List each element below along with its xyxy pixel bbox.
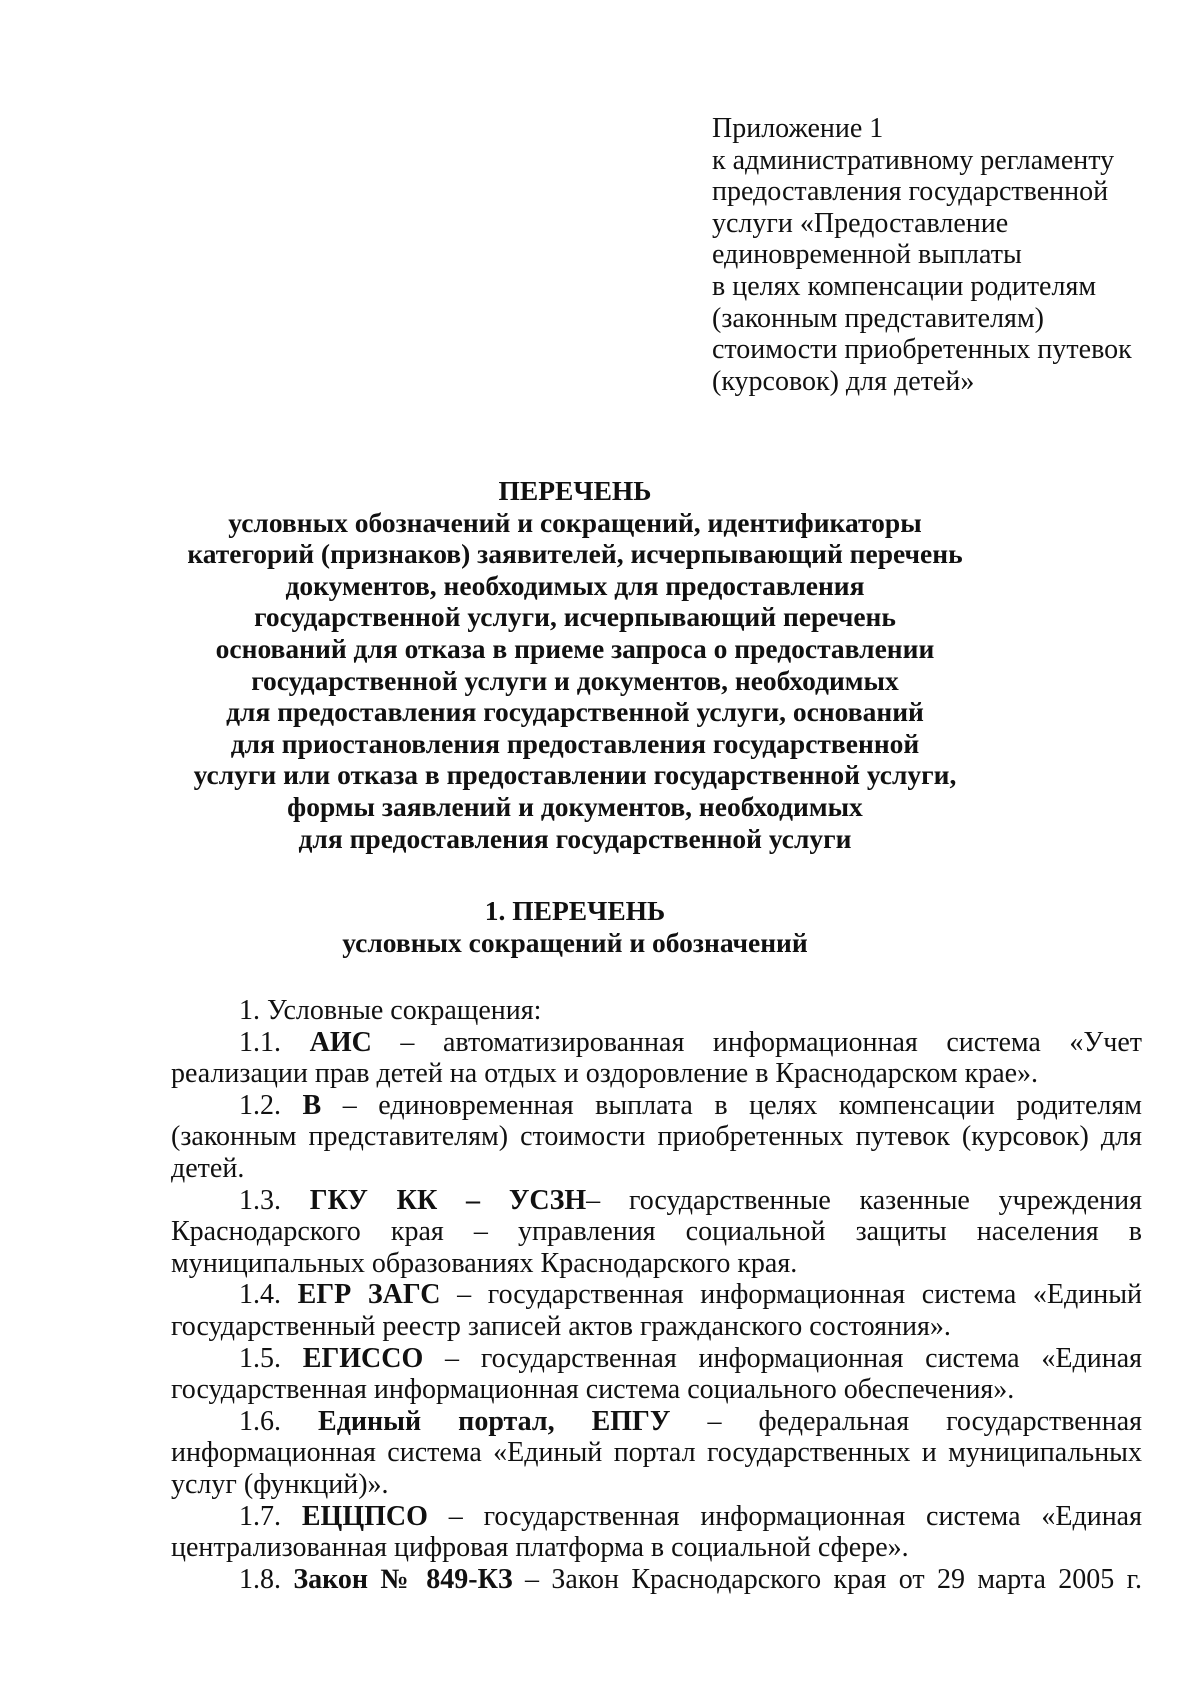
item-term: ЕЦЦПСО — [301, 1500, 428, 1532]
appendix-line: Приложение 1 — [712, 113, 884, 144]
section-title-line: 1. ПЕРЕЧЕНЬ — [484, 895, 666, 926]
item-number: 1.7. — [239, 1500, 281, 1532]
list-item — [171, 1185, 1142, 1280]
title-line: ПЕРЕЧЕНЬ — [498, 475, 652, 506]
item-number: 1.4. — [239, 1279, 281, 1311]
title-line: услуги или отказа в предоставлении государственной услуги, — [193, 759, 957, 791]
title-line: документов, необходимых для предоставления — [285, 569, 865, 601]
title-line: оснований для отказа в приеме запроса о предоставлении — [215, 632, 935, 664]
item-term: ЕГИССО — [302, 1342, 424, 1374]
item-term: В — [302, 1089, 322, 1121]
list-intro: 1. Условные сокращения: — [239, 995, 542, 1026]
title-line: категорий (признаков) заявителей, исчерпывающий перечень — [187, 538, 963, 570]
item-term: ГКУ КК – УСЗН — [309, 1184, 587, 1216]
appendix-line: (курсовок) для детей» — [712, 365, 975, 397]
list-item — [171, 1279, 1142, 1342]
list-item — [171, 1343, 1142, 1406]
item-text: – единовременная выплата в целях компенсации родителям (законным представителям) стоимости приобретенных путевок (курсовок) для детей. — [171, 1089, 1142, 1184]
list-item — [171, 1406, 1142, 1501]
title-line: для предоставления государственной услуги, оснований — [226, 696, 924, 728]
item-text: – государственные казенные учреждения Краснодарского края – управления социальной защиты населения в муниципальных образованиях Краснодарского края. — [171, 1184, 1143, 1279]
appendix-line: услуги «Предоставление — [712, 207, 1009, 239]
section-title-line: условных сокращений и обозначений — [342, 926, 808, 958]
item-number: 1.2. — [239, 1089, 281, 1121]
item-number: 1.5. — [239, 1342, 281, 1374]
item-number: 1.1. — [239, 1026, 281, 1058]
appendix-line: предоставления государственной — [712, 176, 1109, 208]
appendix-line: к административному регламенту — [712, 144, 1115, 176]
item-text: – государственная информационная система «Единая централизованная цифровая платформа в социальной сфере». — [171, 1500, 1142, 1564]
item-term: Единый портал, ЕПГУ — [318, 1405, 671, 1437]
item-text: – государственная информационная система «Единая государственная информационная система социального обеспечения». — [171, 1342, 1142, 1406]
item-text: – автоматизированная информационная система «Учет реализации прав детей на отдых и оздоровление в Краснодарском крае». — [171, 1026, 1142, 1090]
title-line: условных обозначений и сокращений, идентификаторы — [228, 506, 922, 538]
item-term: ЕГР ЗАГС — [297, 1279, 441, 1311]
appendix-header — [712, 113, 1182, 397]
title-line: для предоставления государственной услуги — [298, 822, 852, 854]
item-term: Закон № 849-КЗ — [293, 1563, 513, 1595]
list-item — [171, 1027, 1142, 1090]
list-item — [171, 1501, 1142, 1564]
item-number: 1.8. — [239, 1563, 281, 1595]
item-text: – федеральная государственная информационная система «Единый портал государственных и муниципальных услуг (функций)». — [171, 1405, 1143, 1500]
section-title — [160, 895, 990, 958]
appendix-line: стоимости приобретенных путевок — [712, 334, 1132, 366]
item-term: АИС — [309, 1026, 372, 1058]
title-line: государственной услуги и документов, необходимых — [251, 664, 899, 696]
document-title — [160, 475, 990, 854]
title-line: для приостановления предоставления государственной — [230, 727, 920, 759]
item-text: – Закон Краснодарского края от 29 марта 2005 г. — [512, 1563, 1142, 1595]
list-item — [171, 1564, 1142, 1596]
appendix-line: (законным представителям) — [712, 302, 1044, 334]
item-text: – государственная информационная система «Единый государственный реестр записей актов гражданского состояния». — [171, 1279, 1143, 1342]
list-item — [171, 1090, 1142, 1185]
appendix-line: в целях компенсации родителям — [712, 270, 1097, 302]
abbreviations-list — [171, 995, 1142, 1595]
title-line: государственной услуги, исчерпывающий перечень — [254, 601, 896, 633]
item-number: 1.3. — [239, 1184, 281, 1216]
item-number: 1.6. — [239, 1405, 281, 1437]
appendix-line: единовременной выплаты — [712, 239, 1022, 271]
title-line: формы заявлений и документов, необходимых — [287, 790, 863, 822]
